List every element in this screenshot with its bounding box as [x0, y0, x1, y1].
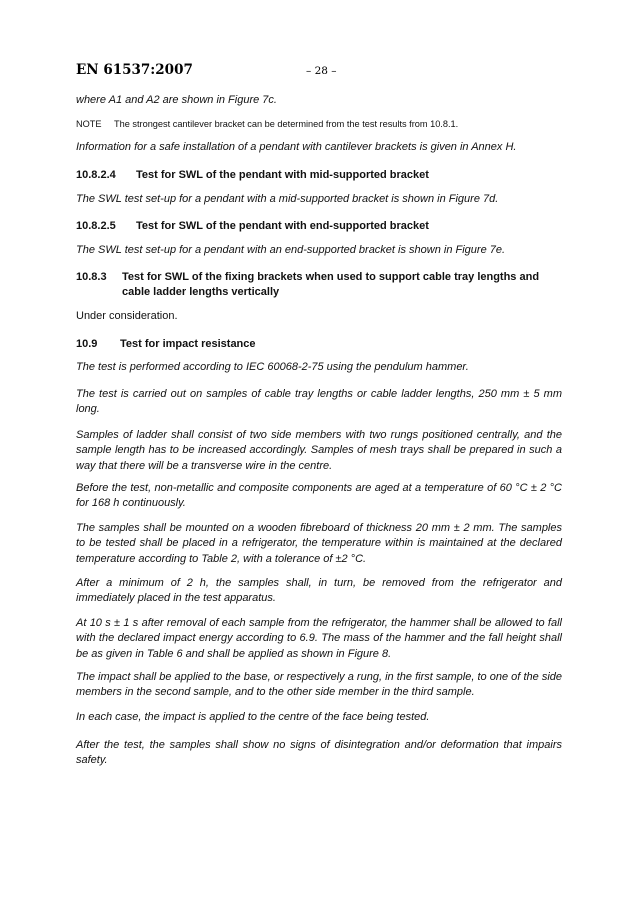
section-title: Test for impact resistance	[120, 338, 256, 350]
paragraph-figure-7e: The SWL test set-up for a pendant with an end-supported bracket is shown in Figure 7e.	[76, 244, 506, 256]
note	[76, 118, 562, 130]
heading-10-8-2-5	[76, 219, 562, 234]
section-number: 10.8.2.5	[76, 220, 116, 232]
heading-10-8-3	[76, 270, 562, 301]
paragraph-under-consideration: Under consideration.	[76, 310, 178, 322]
paragraph-iec-reference: The test is performed according to IEC 60068-2-75 using the pendulum hammer.	[76, 361, 469, 373]
section-number: 10.9	[76, 338, 98, 350]
standard-number: EN 61537:2007	[76, 62, 193, 78]
section-number: 10.8.3	[76, 271, 107, 283]
paragraph-refrigerator: After a minimum of 2 h, the samples shall, in turn, be removed from the refrigerator and immediately placed in the test apparatus.	[76, 577, 562, 605]
paragraph-figure-7d: The SWL test set-up for a pendant with a mid-supported bracket is shown in Figure 7d.	[76, 193, 499, 205]
page-number: – 28 –	[306, 65, 337, 77]
paragraph-annex-h: Information for a safe installation of a pendant with cantilever brackets is given in Annex H.	[76, 141, 517, 153]
paragraph-sample-length: The test is carried out on samples of cable tray lengths or cable ladder lengths, 250 mm ± 5 mm long.	[76, 388, 562, 416]
section-title: Test for SWL of the pendant with end-supported bracket	[136, 220, 429, 232]
section-number: 10.8.2.4	[76, 169, 116, 181]
section-title: Test for SWL of the pendant with mid-supported bracket	[136, 169, 429, 181]
heading-10-8-2-4	[76, 168, 562, 183]
note-label: NOTE	[76, 119, 102, 129]
paragraph-area-reference: where A1 and A2 are shown in Figure 7c.	[76, 94, 277, 106]
paragraph-impact-location: The impact shall be applied to the base, or respectively a rung, in the first sample, to one of the side members in the second sample, and to the other side member in the third sample.	[76, 671, 562, 699]
paragraph-ageing: Before the test, non-metallic and composite components are aged at a temperature of 60 °C ± 2 °C for 168 h continuously.	[76, 482, 562, 510]
paragraph-result: After the test, the samples shall show no signs of disintegration and/or deformation that impairs safety.	[76, 739, 562, 767]
paragraph-ladder-samples: Samples of ladder shall consist of two side members with two rungs positioned centrally, and the sample length has to be increased accordingly. Samples of mesh trays shall be prepared in such a way that there will be a transverse wire in the centre.	[76, 429, 562, 472]
paragraph-hammer: At 10 s ± 1 s after removal of each sample from the refrigerator, the hammer shall be allowed to fall with the declared impact energy according to 6.9. The mass of the hammer and the fall height shall be as given in Table 6 and shall be applied as shown in Figure 8.	[76, 617, 562, 660]
section-title: Test for SWL of the fixing brackets when used to support cable tray lengths and cable ladder lengths vertically	[122, 271, 540, 299]
paragraph-impact-centre: In each case, the impact is applied to the centre of the face being tested.	[76, 711, 430, 723]
paragraph-mounting: The samples shall be mounted on a wooden fibreboard of thickness 20 mm ± 2 mm. The samples to be tested shall be placed in a refrigerator, the temperature within is maintained at the declared temperature according to Table 2, with a tolerance of ±2 °C.	[76, 522, 562, 565]
note-text: The strongest cantilever bracket can be determined from the test results from 10.8.1.	[114, 119, 459, 129]
heading-10-9	[76, 337, 562, 352]
